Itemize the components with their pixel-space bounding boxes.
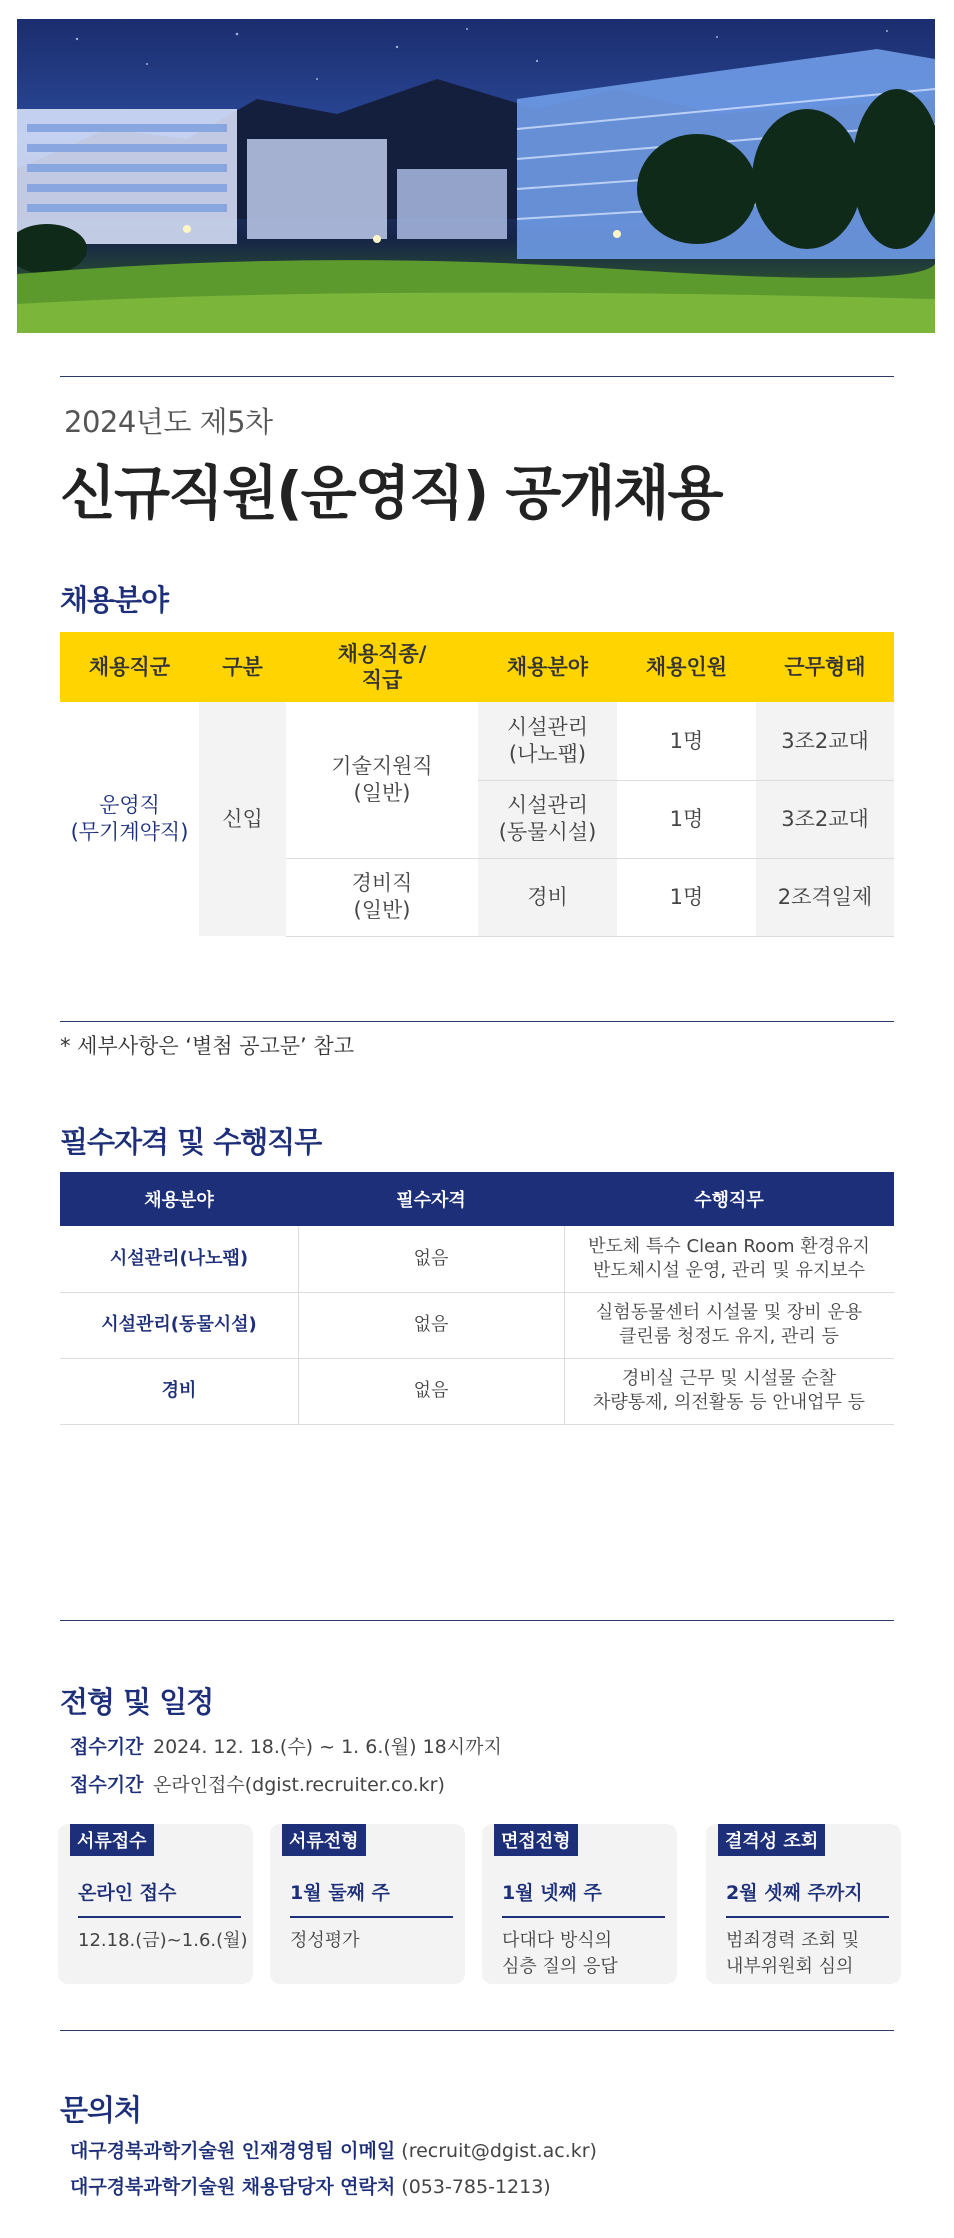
stage-badge: 서류접수 [70,1824,154,1856]
qual-field-cell: 시설관리(나노팹) [109,1248,249,1269]
col-divider [564,1226,565,1424]
qual-duties-cell: 실험동물센터 시설물 및 장비 운용 클린룸 청정도 유지, 관리 등 [595,1302,863,1347]
schedule-value: 2024. 12. 18.(수) ~ 1. 6.(월) 18시까지 [153,1736,502,1758]
top-divider [60,376,894,377]
job-type-cell: 기술지원직 (일반) [331,754,433,805]
stage-detail: 범죄경력 조회 및 내부위원회 심의 [726,1930,860,1977]
qual-field-cell: 시설관리(동물시설) [101,1314,257,1335]
hero-campus-image [17,19,935,333]
schedule-label: 접수기간 [70,1736,144,1758]
row-divider [286,858,894,859]
stage-card-background-check [706,1824,901,1984]
count-cell: 1명 [669,884,704,909]
col-header-count: 채용인원 [645,655,728,679]
col-header-job-type: 채용직종/ 직급 [337,642,427,692]
stage-date: 2월 셋째 주까지 [726,1882,863,1904]
section-title-recruitment: 채용분야 [60,583,169,617]
recruitment-round: 2024년도 제5차 [64,405,273,439]
recruitment-table-header [60,632,894,702]
qual-requirement-cell: 없음 [413,1380,449,1401]
col-header-field: 채용분야 [144,1190,214,1211]
field-cell: 시설관리 (나노팹) [478,702,617,780]
shift-cell: 3조2교대 [756,702,894,780]
row-divider [60,1358,894,1359]
contact-email [70,2136,597,2163]
schedule-value: 온라인접수(dgist.recruiter.co.kr) [153,1774,445,1796]
count-cell: 1명 [669,728,704,753]
col-header-shift: 근무형태 [784,655,866,679]
stage-divider [78,1916,241,1918]
contact-label: 대구경북과학기술원 인재경영팀 이메일 [70,2140,396,2162]
stage-badge: 결격성 조회 [718,1824,825,1856]
shift-cell: 3조2교대 [756,780,894,858]
col-header-field: 채용분야 [506,655,589,679]
row-divider [286,936,894,937]
shift-cell: 2조격일제 [756,858,894,936]
stage-detail: 12.18.(금)~1.6.(월) [78,1930,248,1951]
note-divider [60,1021,894,1022]
schedule-label: 접수기간 [70,1774,144,1796]
qual-requirement-cell: 없음 [413,1314,449,1335]
section-title-qualifications: 필수자격 및 수행직무 [60,1125,322,1159]
contact-phone-number[interactable]: (053-785-1213) [401,2176,551,2198]
stage-badge: 면접전형 [494,1824,578,1856]
contact-label: 대구경북과학기술원 채용담당자 연락처 [70,2176,396,2198]
col-header-requirement: 필수자격 [396,1190,466,1211]
stage-date: 1월 둘째 주 [290,1882,390,1904]
stage-card-interview [482,1824,677,1984]
row-divider [60,1424,894,1425]
qual-field-cell: 경비 [161,1380,197,1401]
row-divider [478,780,894,781]
stage-date: 1월 넷째 주 [502,1882,602,1904]
contact-email-link[interactable]: (recruit@dgist.ac.kr) [401,2140,597,2162]
job-group-cell: 운영직 (무기계약직) [70,793,189,844]
stage-badge: 서류전형 [282,1824,366,1856]
note-text: * 세부사항은 ‘별첨 공고문’ 참고 [60,1034,354,1058]
stage-divider [502,1916,665,1918]
col-divider [298,1226,299,1424]
category-cell: 신입 [199,702,286,936]
stage-card-document-submission [58,1824,253,1984]
col-header-category: 구분 [222,655,263,679]
stage-card-document-screening [270,1824,465,1984]
stage-detail: 정성평가 [290,1930,360,1951]
count-cell: 1명 [669,806,704,831]
section-title-schedule: 전형 및 일정 [60,1685,214,1719]
stage-detail: 다대다 방식의 심층 질의 응답 [502,1930,618,1977]
qualifications-table-header [60,1172,894,1226]
field-cell: 경비 [478,858,617,936]
page-title: 신규직원(운영직) 공개채용 [60,459,722,527]
row-divider [60,1292,894,1293]
col-header-job-group: 채용직군 [88,655,171,679]
schedule-divider [60,1620,894,1621]
field-cell: 시설관리 (동물시설) [478,780,617,858]
contact-divider [60,2030,894,2031]
section-title-contact: 문의처 [60,2093,142,2127]
job-type-cell: 경비직 (일반) [351,871,413,922]
qual-requirement-cell: 없음 [413,1248,449,1269]
stage-divider [290,1916,453,1918]
qual-duties-cell: 경비실 근무 및 시설물 순찰 차량통제, 의전활동 등 안내업무 등 [592,1368,866,1413]
stage-divider [726,1916,889,1918]
contact-phone [70,2172,551,2199]
col-header-duties: 수행직무 [694,1190,764,1211]
stage-date: 온라인 접수 [78,1882,177,1904]
qual-duties-cell: 반도체 특수 Clean Room 환경유지 반도체시설 운영, 관리 및 유지보수 [588,1236,870,1281]
